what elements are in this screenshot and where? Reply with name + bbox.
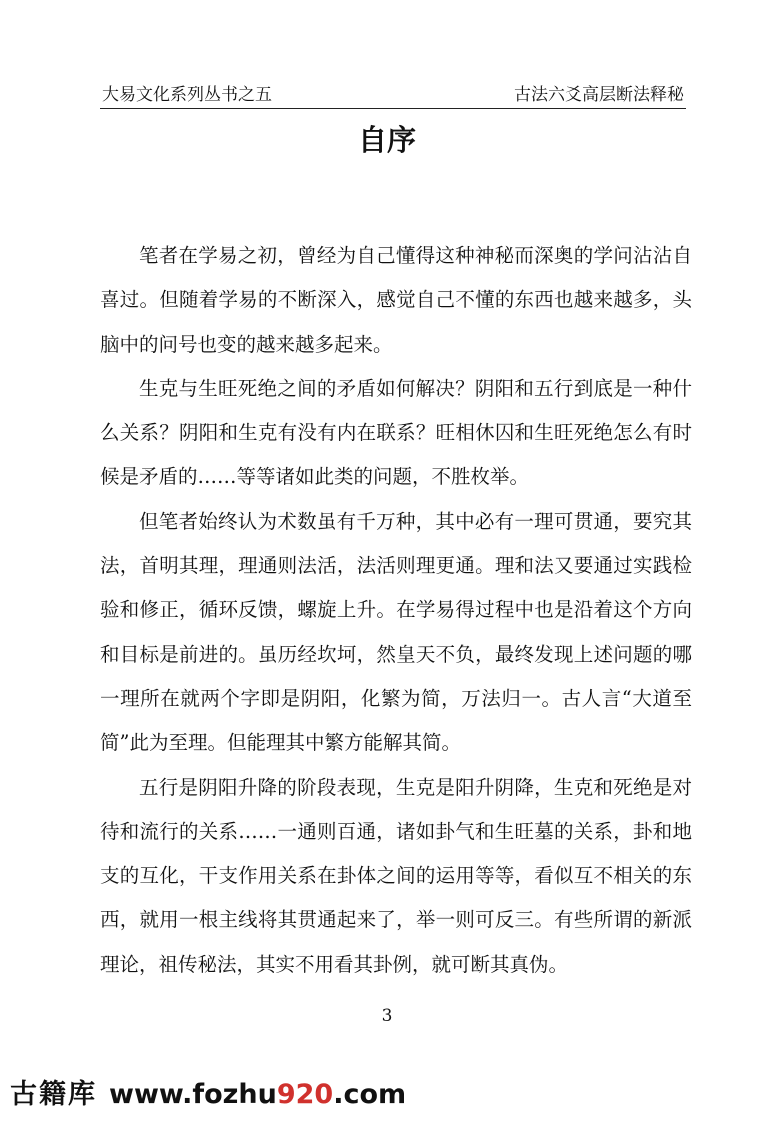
watermark-url-suffix: .com	[333, 1079, 407, 1110]
preface-body	[100, 234, 692, 987]
watermark	[10, 1072, 406, 1118]
paragraph-2: 生克与生旺死绝之间的矛盾如何解决？阴阳和五行到底是一种什么关系？阴阳和生克有没有内在联系？旺相休囚和生旺死绝怎么有时候是矛盾的……等等诸如此类的问题，不胜枚举。	[100, 376, 692, 489]
paragraph-4: 五行是阴阳升降的阶段表现，生克是阳升阴降，生克和死绝是对待和流行的关系……一通则百通，诸如卦气和生旺墓的关系，卦和地支的互化，干支作用关系在卦体之间的运用等等，看似互不相关的东西，就用一根主线将其贯通起来了，举一则可反三。有些所谓的新派理论，祖传秘法，其实不用看其卦例，就可断其真伪。	[100, 775, 692, 976]
running-header	[100, 84, 686, 109]
series-title: 大易文化系列丛书之五	[102, 85, 272, 105]
page-title: 自序	[357, 123, 416, 157]
paragraph-3: 但笔者始终认为术数虽有千万种，其中必有一理可贯通，要究其法，首明其理，理通则法活，法活则理更通。理和法又要通过实践检验和修正，循环反馈，螺旋上升。在学易得过程中也是沿着这个方向和目标是前进的。虽历经坎坷，然皇天不负，最终发现上述问题的哪一理所在就两个字即是阴阳，化繁为简，万法归一。古人言“大道至简”此为至理。但能理其中繁方能解其简。	[100, 509, 692, 755]
page-number: 3	[381, 1006, 393, 1026]
paragraph-1: 笔者在学易之初，曾经为自己懂得这种神秘而深奥的学问沾沾自喜过。但随着学易的不断深入，感觉自己不懂的东西也越来越多，头脑中的问号也变的越来越多起来。	[100, 244, 692, 356]
watermark-brand: 古籍库	[10, 1079, 97, 1110]
watermark-url-number: 920	[276, 1079, 334, 1110]
watermark-url-prefix: www.fozhu	[109, 1079, 277, 1110]
book-title: 古法六爻高层断法释秘	[514, 85, 684, 105]
